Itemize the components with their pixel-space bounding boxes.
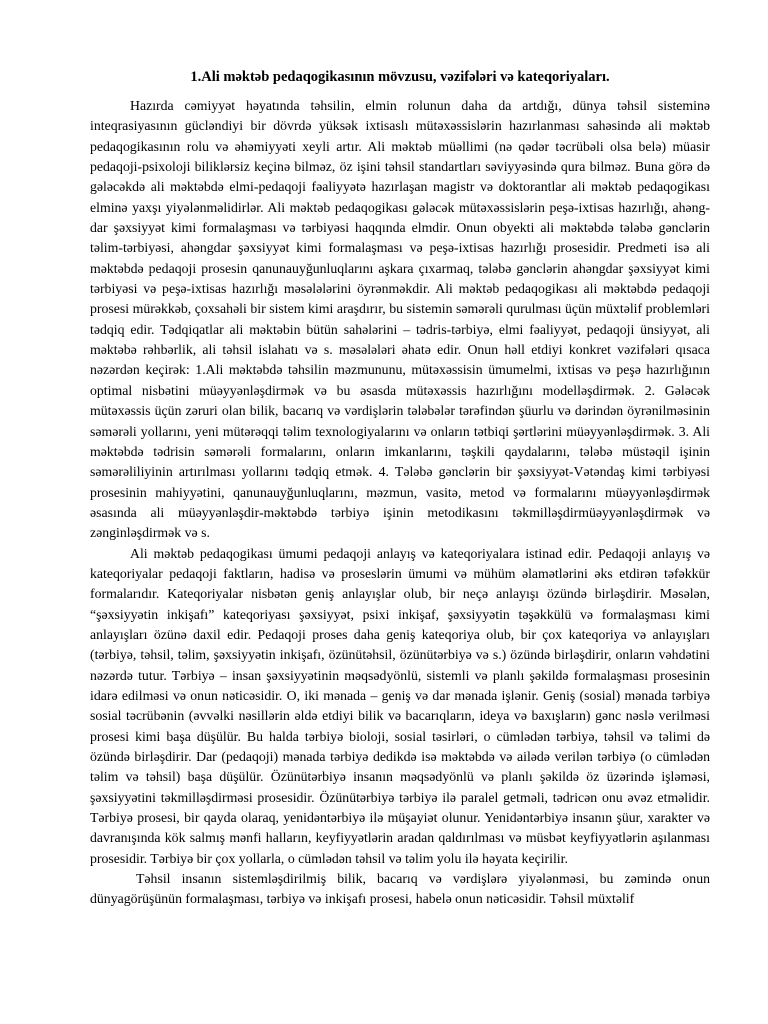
- paragraph-introduction: Hazırda cəmiyyət həyatında təhsilin, elmin rolunun daha da artdığı, dünya təhsil sisteminə inteqrasiyasının gücləndiyi bir dövrdə yüksək ixtisaslı mütəxəssislərin hazırlanması sahəsində ali məktəb pedaqogikasının rolu və əhəmiyyəti xeyli artır. Ali məktəb müəllimi (nə qədər təcrübəli olsa belə) müasir pedaqoji-psixoloji biliklərsiz keçinə bilməz, öz işini təhsil standartları səviyyəsində qura bilməz. Buna görə də gələcəkdə ali məktəbdə elmi-pedaqoji fəaliyyətə hazırlaşan magistr və doktorantlar ali məktəb pedaqogikası elminə yaxşı yiyələnməlidirlər. Ali məktəb pedaqogikası gələcək mütəxəssislərin peşə-ixtisas hazırlığı, ahəng-dar şəxsiyyət kimi formalaşması və tərbiyəsi haqqında elmdir. Onun obyekti ali məktəbdə tələbə gənclərin təlim-tərbiyəsi, ahəngdar şəxsiyyət kimi formalaşması və peşə-ixtisas hazırlığı prosesidir. Predmeti isə ali məktəbdə pedaqoji prosesin qanunauyğunluqlarını aşkara çıxarmaq, tələbə gənclərin ahəngdar şəxsiyyət kimi tərbiyəsi və peşə-ixtisas hazırlığı məsələlərini öyrənməkdir. Ali məktəb pedaqogikası ali məktəbdə pedaqoji prosesi mürəkkəb, çoxsahəli bir sistem kimi araşdırır, bu sistemin səmərəli qurulması üçün müxtəlif problemləri tədqiq edir. Tədqiqatlar ali məktəbin bütün sahələrini – tədris-tərbiyə, elmi fəaliyyət, pedaqoji ünsiyyət, ali məktəbə rəhbərlik, ali təhsil islahatı və s. məsələləri əhatə edir. Onun həll etdiyi konkret vəzifələri qısaca nəzərdən keçirək: 1.Ali məktəbdə təhsilin məzmununu, mütəxəssisin ümumelmi, ixtisas və peşə hazırlığının optimal nisbətini müəyyənləşdirmək və bu əsasda mütəxəssis hazırlığını modelləşdirmək. 2. Gələcək mütəxəssis üçün zəruri olan bilik, bacarıq və vərdişlərin tələbələr tərəfindən şüurlu və dərindən öyrənilməsinin səmərəli yollarını, yeni mütərəqqi təlim texnologiyalarını və onların tətbiqi şərtlərini müəyyənləşdirmək. 3. Ali məktəbdə tədrisin səmərəli formalarını, onların imkanlarını, təşkili qaydalarını, tələbə müstəqil işinin səmərəliliyinin artırılması yollarını tədqiq etmək. 4. Tələbə gənclərin bir şəxsiyyət-Vətəndaş kimi tərbiyəsi prosesinin mahiyyətini, qanunauyğunluqlarını, məzmun, vasitə, metod və formalarını müəyyənləşdirmək əsasında ali müəyyənləşdir-məktəbdə tərbiyə işinin metodikasını təkmilləşdirmüəyyənləşdirmək və zənginləşdirmək və s.: [90, 98, 710, 541]
- paragraph-categories: Ali məktəb pedaqogikası ümumi pedaqoji anlayış və kateqoriyalara istinad edir. Pedaqoji anlayış və kateqoriyalar pedaqoji faktların, hadisə və proseslərin ümumi və mühüm əlamətlərini əks etdirən təfəkkür formalarıdır. Kateqoriyalar nisbətən geniş anlayışlar olub, bir neçə anlayışı özündə birləşdirir. Məsələn, “şəxsiyyətin inkişafı” kateqoriyası şəxsiyyət, psixi inkişaf, şəxsiyyətin təşəkkülü və formalaşması kimi anlayışları özünə daxil edir. Pedaqoji proses daha geniş kateqoriya olub, bir çox kateqoriya və anlayışları (tərbiyə, təhsil, təlim, şəxsiyyətin inkişafı, özünütəhsil, özünütərbiyə və s.) özündə birləşdirir, onların vəhdətini nəzərdə tutur. Tərbiyə – insan şəxsiyyətinin məqsədyönlü, sistemli və planlı şəkildə formalaşması prosesinin idarə edilməsi və onun nəticəsidir. O, iki mənada – geniş və dar mənada işlənir. Geniş (sosial) mənada tərbiyə sosial təcrübənin (əvvəlki nəsillərin əldə etdiyi bilik və bacarıqların, ideya və baxışların) gənc nəslə verilməsi prosesi kimi başa düşülür. Bu halda tərbiyə bioloji, sosial təsirləri, o cümlədən tərbiyə, təhsil və təlimi də özündə birləşdirir. Dar (pedaqoji) mənada tərbiyə dedikdə isə məktəbdə və ailədə verilən tərbiyə (o cümlədən təlim və təhsil) başa düşülür. Özünütərbiyə insanın məqsədyönlü və planlı şəkildə öz üzərində işləməsi, şəxsiyyətini təkmilləşdirməsi prosesidir. Özünütərbiyə tərbiyə ilə paralel getməli, tədricən onu əvəz etməlidir. Tərbiyə prosesi, bir qayda olaraq, yenidəntərbiyə ilə müşayiət olunur. Yenidəntərbiyə insanın şüur, xarakter və davranışında kök salmış mənfi halların, keyfiyyətlərin aradan qaldırılması və müsbət keyfiyyətlərin aşılanması prosesidir. Tərbiyə bir çox yollarla, o cümlədən təhsil və təlim yolu ilə həyata keçirilir.: [90, 545, 710, 866]
- paragraph-education: Təhsil insanın sistemləşdirilmiş bilik, bacarıq və vərdişlərə yiyələnməsi, bu zəmində onun dünyagörüşünün formalaşması, tərbiyə və inkişafı prosesi, habelə onun nəticəsidir. Təhsil müxtəlif: [90, 871, 710, 907]
- document-title: 1.Ali məktəb pedaqogikasının mövzusu, vəzifələri və kateqoriyaları.: [190, 69, 610, 85]
- document-body: [90, 96, 710, 910]
